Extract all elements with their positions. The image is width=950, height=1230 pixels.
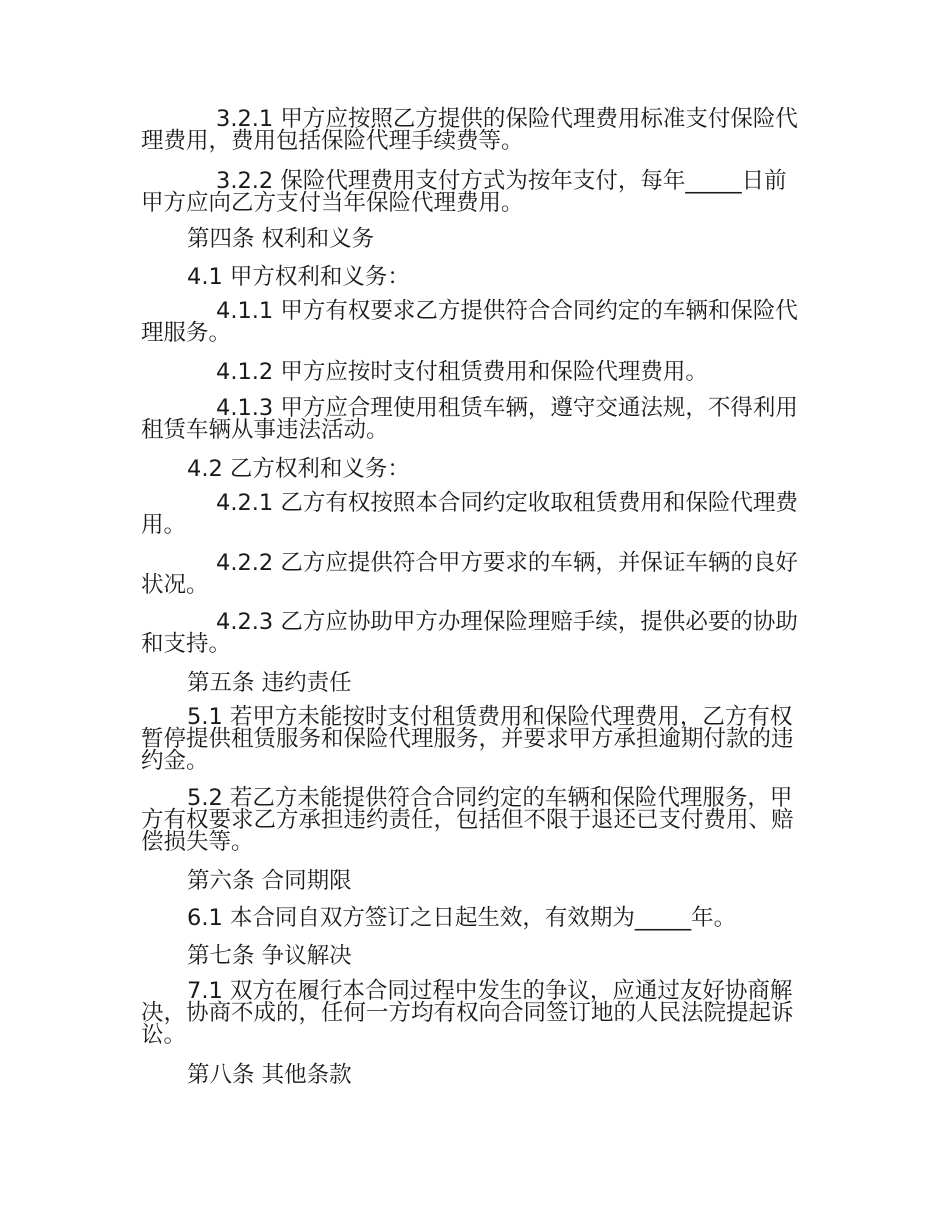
article-5-heading: 第五条 违约责任	[187, 670, 352, 696]
clause-4-1-2: 4.1.2 甲方应按时支付租赁费用和保险代理费用。	[216, 359, 708, 385]
clause-5-2: 5.2 若乙方未能提供符合合同约定的车辆和保险代理服务，甲方有权要求乙方承担违约责任，包括但不限于退还已支付费用、赔偿损失等。	[141, 785, 794, 855]
clause-4-2-3: 4.2.3 乙方应协助甲方办理保险理赔手续，提供必要的协助和支持。	[141, 609, 798, 657]
clause-7-1: 7.1 双方在履行本合同过程中发生的争议，应通过友好协商解决，协商不成的，任何一方均有权向合同签订地的人民法院提起诉讼。	[141, 978, 794, 1048]
clause-4-1: 4.1 甲方权利和义务：	[187, 264, 410, 290]
article-6-heading: 第六条 合同期限	[187, 868, 352, 894]
article-7-heading: 第七条 争议解决	[187, 943, 352, 969]
article-4-heading: 第四条 权利和义务	[187, 226, 375, 252]
clause-4-2: 4.2 乙方权利和义务：	[187, 456, 410, 482]
clause-5-1: 5.1 若甲方未能按时支付租赁费用和保险代理费用，乙方有权暂停提供租赁服务和保险代理服务，并要求甲方承担逾期付款的违约金。	[141, 704, 794, 774]
clause-3-2-1: 3.2.1 甲方应按照乙方提供的保险代理费用标准支付保险代理费用，费用包括保险代理手续费等。	[141, 106, 798, 154]
clause-4-1-1: 4.1.1 甲方有权要求乙方提供符合合同约定的车辆和保险代理服务。	[141, 298, 798, 346]
clause-3-2-2: 3.2.2 保险代理费用支付方式为按年支付，每年_____日前甲方应向乙方支付当年保险代理费用。	[141, 168, 787, 216]
clause-4-2-2: 4.2.2 乙方应提供符合甲方要求的车辆，并保证车辆的良好状况。	[141, 550, 798, 598]
article-8-heading: 第八条 其他条款	[187, 1062, 352, 1088]
clause-4-2-1: 4.2.1 乙方有权按照本合同约定收取租赁费用和保险代理费用。	[141, 490, 798, 538]
clause-4-1-3: 4.1.3 甲方应合理使用租赁车辆，遵守交通法规，不得利用租赁车辆从事违法活动。	[141, 395, 798, 443]
clause-6-1: 6.1 本合同自双方签订之日起生效，有效期为_____年。	[187, 905, 737, 931]
